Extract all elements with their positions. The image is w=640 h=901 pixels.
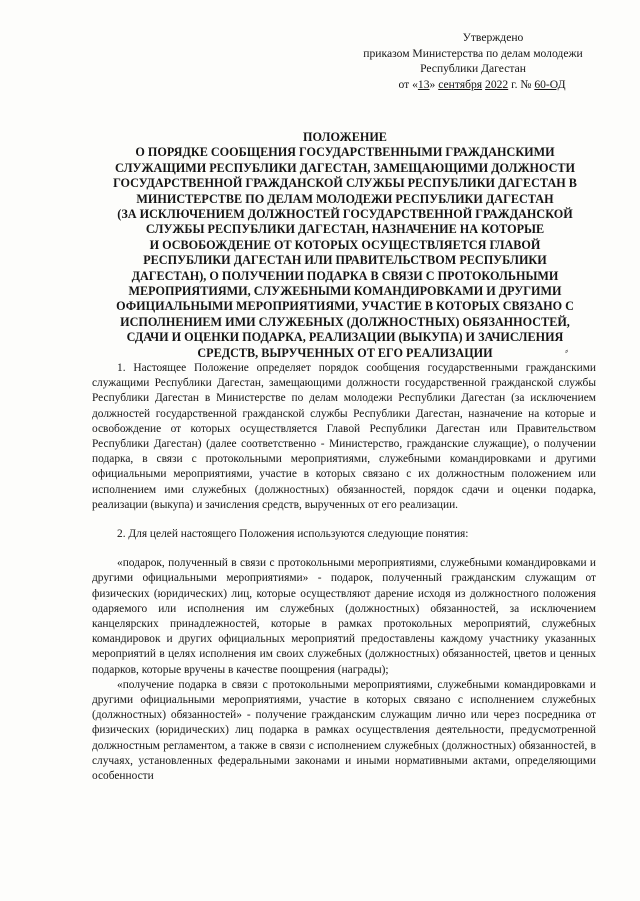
approval-order-date: от «13» сентября 2022 г. № 60-ОД (398, 77, 566, 91)
order-year: 2022 (485, 77, 509, 91)
title-line: СЛУЖАЩИМИ РЕСПУБЛИКИ ДАГЕСТАН, ЗАМЕЩАЮЩИМИ ДОЛЖНОСТИ (114, 160, 576, 175)
order-day: 13 (417, 77, 430, 91)
approval-label: Утверждено (462, 31, 524, 44)
title-line: МЕРОПРИЯТИЯМИ, СЛУЖЕБНЫМИ КОМАНДИРОВКАМИ И ДРУГИМИ (128, 284, 562, 299)
document-body (92, 361, 596, 784)
paragraph-1: 1. Настоящее Положение определяет порядок сообщения государственными гражданскими служащими Республики Дагестан, замещающими должности государственной гражданской службы Республики Дагестан в Министерстве по делам молодежи Республики Дагестан (за исключением должностей государственной гражданской службы Республики Дагестан, назначение на которые и освобождение от которых осуществляется Главой Республики Дагестан или Правительством Республики Дагестан) (далее соответственно - Министерство, гражданские служащие), о получении подарка, в связи с протокольными мероприятиями, служебными командировками и другими официальными мероприятиями, участие в которых связано с их должностным положением или исполнением ими служебных (должностных) обязанностей, порядок сдачи и оценки подарка, реализации (выкупа) и зачисления средств, вырученных от его реализации. (92, 362, 596, 511)
title-line: И ОСВОБОЖДЕНИЕ ОТ КОТОРЫХ ОСУЩЕСТВЛЯЕТСЯ ГЛАВОЙ (149, 237, 541, 252)
paragraph-3: «подарок, полученный в связи с протокольными мероприятиями, служебными командировками и другими официальными мероприятиями» - подарок, полученный гражданским служащим от физических (юридических) лиц, которые осуществляют дарение исходя из должностного положения одаряемого или исполнения им служебных (должностных) обязанностей, за исключением канцелярских принадлежностей, которые в рамках протокольных мероприятий, служебных командировок и других официальных мероприятий предоставлены каждому участнику указанных мероприятий в целях исполнения им своих служебных (должностных) обязанностей, цветов и ценных подарков, которые вручены в качестве поощрения (награды); (92, 557, 596, 676)
approval-ministry: приказом Министерства по делам молодежи (363, 46, 583, 60)
title-line: СРЕДСТВ, ВЫРУЧЕННЫХ ОТ ЕГО РЕАЛИЗАЦИИ (197, 345, 493, 360)
approval-republic: Республики Дагестан (420, 62, 526, 76)
title-line: (ЗА ИСКЛЮЧЕНИЕМ ДОЛЖНОСТЕЙ ГОСУДАРСТВЕННОЙ ГРАЖДАНСКОЙ (117, 207, 573, 222)
order-month: сентября (438, 77, 483, 91)
order-number: 60-ОД (534, 77, 566, 91)
paragraph-2: 2. Для целей настоящего Положения используются следующие понятия: (117, 528, 469, 541)
document-title (80, 130, 610, 361)
approval-stamp (328, 30, 618, 92)
title-heading: ПОЛОЖЕНИЕ (303, 130, 387, 144)
title-line: ОФИЦИАЛЬНЫМИ МЕРОПРИЯТИЯМИ, УЧАСТИЕ В КОТОРЫХ СВЯЗАНО С (116, 299, 574, 314)
title-line: РЕСПУБЛИКИ ДАГЕСТАН ИЛИ ПРАВИТЕЛЬСТВОМ РЕСПУБЛИКИ (143, 253, 547, 268)
paragraph-4: «получение подарка в связи с протокольными мероприятиями, служебными командировками и другими официальными мероприятиями, участие в которых связано с исполнением служебных (должностных) обязанностей» - получение гражданским служащим лично или через посредника от физических (юридических) лиц подарка в рамках осуществления деятельности, предусмотренной должностным регламентом, а также в связи с исполнением служебных (должностных) обязанностей, в случаях, установленных федеральными законами и иными нормативными актами, определяющими особенности (92, 678, 596, 783)
pen-mark: ⸗ (565, 346, 569, 357)
title-line: СДАЧИ И ОЦЕНКИ ПОДАРКА, РЕАЛИЗАЦИИ (ВЫКУПА) И ЗАЧИСЛЕНИЯ (126, 330, 564, 345)
title-line: ДАГЕСТАН), О ПОЛУЧЕНИИ ПОДАРКА В СВЯЗИ С ПРОТОКОЛЬНЫМИ (131, 268, 559, 283)
title-line: СЛУЖБЫ РЕСПУБЛИКИ ДАГЕСТАН, НАЗНАЧЕНИЕ НА КОТОРЫЕ (145, 222, 545, 237)
title-line: МИНИСТЕРСТВЕ ПО ДЕЛАМ МОЛОДЕЖИ РЕСПУБЛИКИ ДАГЕСТАН (136, 191, 554, 206)
title-line: О ПОРЯДКЕ СООБЩЕНИЯ ГОСУДАРСТВЕННЫМИ ГРАЖДАНСКИМИ (135, 145, 555, 160)
title-line: ГОСУДАРСТВЕННОЙ ГРАЖДАНСКОЙ СЛУЖБЫ РЕСПУБЛИКИ ДАГЕСТАН В (113, 176, 577, 191)
title-line: ИСПОЛНЕНИЕМ ИМИ СЛУЖЕБНЫХ (ДОЛЖНОСТНЫХ) ОБЯЗАННОСТЕЙ, (120, 314, 570, 329)
